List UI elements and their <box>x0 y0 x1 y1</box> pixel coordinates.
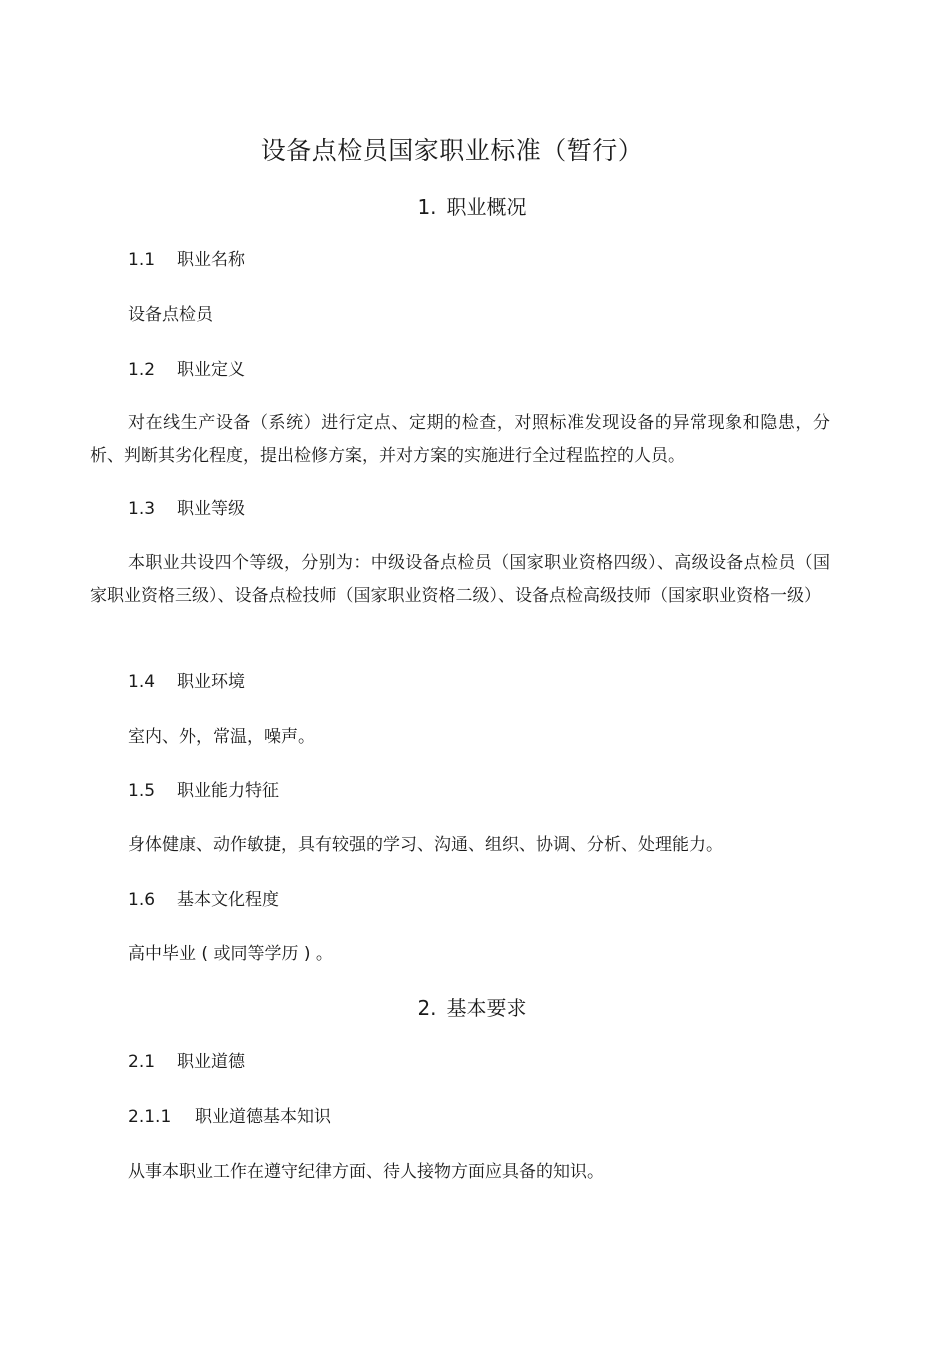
subsection-body-1-5: 身体健康、动作敏捷，具有较强的学习、沟通、组织、协调、分析、处理能力。 <box>128 835 723 855</box>
subsection-heading-1-2 <box>128 358 245 382</box>
subsection-title: 职业道德 <box>177 1052 245 1072</box>
subsection-title: 职业名称 <box>177 250 245 270</box>
subsection-number: 1.3 <box>128 499 156 519</box>
subsection-heading-2-1 <box>128 1050 245 1074</box>
document-title: 设备点检员国家职业标准（暂行） <box>260 136 644 165</box>
subsection-title: 基本文化程度 <box>177 890 279 910</box>
subsection-body-1-1: 设备点检员 <box>128 305 213 325</box>
subsection-number: 1.5 <box>128 781 156 801</box>
subsection-title: 职业等级 <box>177 499 245 519</box>
subsection-number: 1.6 <box>128 890 156 910</box>
subsection-body-2-1-1: 从事本职业工作在遵守纪律方面、待人接物方面应具备的知识。 <box>128 1162 604 1182</box>
subsection-heading-1-1 <box>128 248 245 272</box>
subsection-number: 1.2 <box>128 360 156 380</box>
section-heading-2 <box>0 994 944 1022</box>
section-number: 1. <box>417 195 437 219</box>
section-title: 基本要求 <box>446 996 527 1020</box>
section-title: 职业概况 <box>446 195 527 219</box>
subsection-heading-1-4 <box>128 670 245 694</box>
subsection-number: 2.1 <box>128 1052 156 1072</box>
subsection-body-1-4: 室内、外，常温，噪声。 <box>128 727 315 747</box>
subsection-number: 1.4 <box>128 672 156 692</box>
subsection-body-1-2: 对在线生产设备（系统）进行定点、定期的检查，对照标准发现设备的异常现象和隐患，分析、判断其劣化程度，提出检修方案，并对方案的实施进行全过程监控的人员。 <box>90 413 830 466</box>
subsection-number: 2.1.1 <box>128 1107 172 1127</box>
subsection-title: 职业能力特征 <box>177 781 279 801</box>
section-number: 2. <box>417 996 437 1020</box>
subsection-body-1-3: 本职业共设四个等级，分别为：中级设备点检员（国家职业资格四级）、高级设备点检员（国家职业资格三级）、设备点检技师（国家职业资格二级）、设备点检高级技师（国家职业资格一级） <box>90 553 830 606</box>
subsection-heading-1-3 <box>128 497 245 521</box>
subsection-title: 职业环境 <box>177 672 245 692</box>
section-heading-1 <box>0 193 944 221</box>
subsection-heading-1-5 <box>128 779 279 803</box>
subsection-number: 1.1 <box>128 250 156 270</box>
subsection-heading-1-6 <box>128 888 279 912</box>
subsection-body-1-6: 高中毕业 ( 或同等学历 ) 。 <box>128 944 333 964</box>
subsection-title: 职业道德基本知识 <box>195 1107 331 1127</box>
subsection-heading-2-1-1 <box>128 1105 331 1129</box>
subsection-title: 职业定义 <box>177 360 245 380</box>
